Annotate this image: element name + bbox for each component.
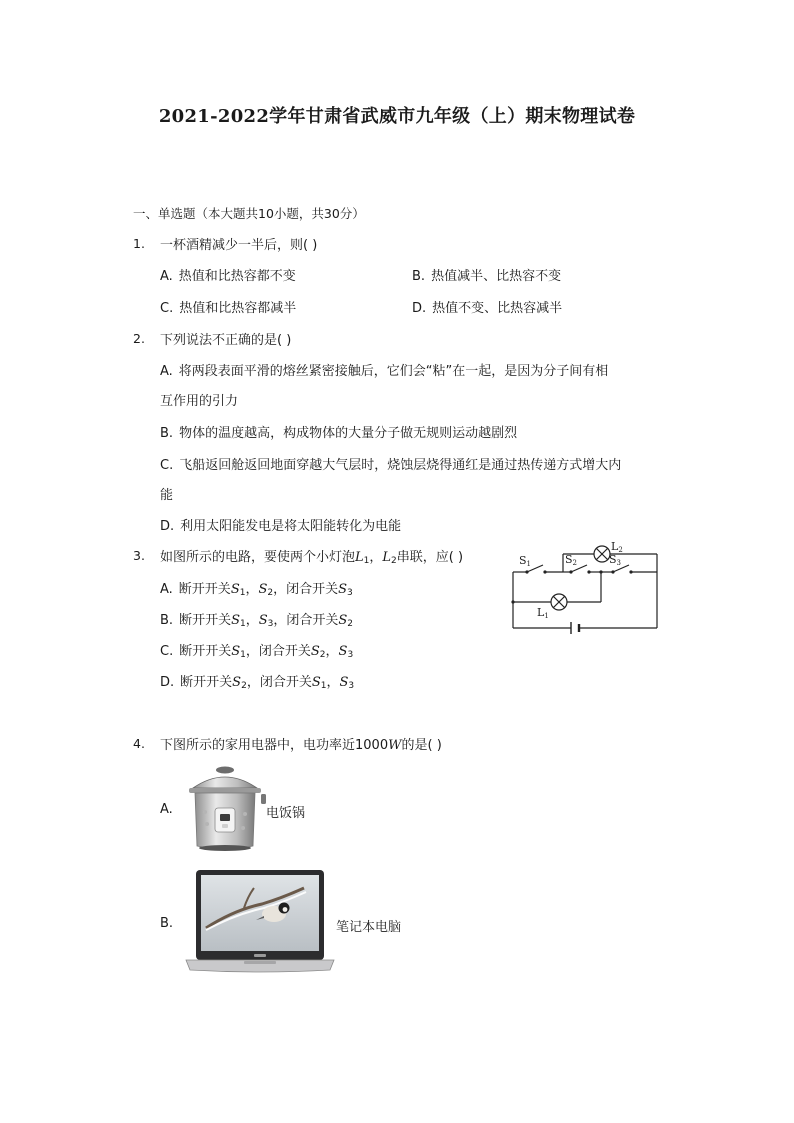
option-1a[interactable]: A. 热值和比热容都不变 <box>160 269 296 284</box>
option-2a[interactable]: A. 将两段表面平滑的熔丝紧密接触后，它们会“粘”在一起，是因为分子间有相 <box>160 364 609 379</box>
option-2d[interactable]: D. 利用太阳能发电是将太阳能转化为电能 <box>160 519 402 534</box>
switch-s3-label: S3 <box>609 553 622 567</box>
section-heading: 一、单选题（本大题共10小题，共30分） <box>133 206 365 221</box>
option-2b[interactable]: B. 物体的温度越高，构成物体的大量分子做无规则运动越剧烈 <box>160 426 518 441</box>
option-3b[interactable]: B. 断开开关$S_1$，$S_3$，闭合开关$S_2$ <box>160 613 354 629</box>
option-2c-continued: 能 <box>160 488 174 503</box>
option-2c[interactable]: C. 飞船返回舱返回地面穿越大气层时，烧蚀层烧得通红是通过热传递方式增大内 <box>160 458 622 473</box>
paper-title: 2021-2022学年甘肃省武威市九年级（上）期末物理试卷 <box>158 106 636 127</box>
option-1d[interactable]: D. 热值不变、比热容减半 <box>412 301 563 316</box>
question-number: 1. <box>133 236 145 251</box>
option-4a-label: 电饭锅 <box>266 806 306 821</box>
rice-cooker-icon <box>185 764 267 852</box>
question-text: 一杯酒精减少一半后，则( ) <box>160 238 318 253</box>
lamp-l2-label: L2 <box>611 540 623 554</box>
switch-s1-label: S1 <box>519 554 532 568</box>
option-1b[interactable]: B. 热值减半、比热容不变 <box>412 269 562 284</box>
question-number: 2. <box>133 331 145 346</box>
question-number: 3. <box>133 548 145 563</box>
option-3a[interactable]: A. 断开开关$S_1$，$S_2$，闭合开关$S_3$ <box>160 582 353 598</box>
option-4b-label: 笔记本电脑 <box>336 920 402 935</box>
question-text: 如图所示的电路，要使两个小灯泡$L_1$，$L_2$串联，应( ) <box>160 550 464 566</box>
option-3d[interactable]: D. 断开开关$S_2$，闭合开关$S_1$，$S_3$ <box>160 675 355 691</box>
option-2a-continued: 互作用的引力 <box>160 394 239 409</box>
question-text: 下图所示的家用电器中，电功率近1000W的是( ) <box>160 738 442 753</box>
switch-s2-label: S2 <box>565 553 578 567</box>
option-1c[interactable]: C. 热值和比热容都减半 <box>160 301 297 316</box>
question-text: 下列说法不正确的是( ) <box>160 333 292 348</box>
option-4a-letter[interactable]: A. <box>160 802 173 817</box>
laptop-icon <box>184 868 336 974</box>
option-4b-letter[interactable]: B. <box>160 916 174 931</box>
option-3c[interactable]: C. 断开开关$S_1$，闭合开关$S_2$，$S_3$ <box>160 644 354 660</box>
lamp-l1-label: L1 <box>537 606 549 620</box>
question-number: 4. <box>133 736 145 751</box>
circuit-diagram <box>505 540 665 635</box>
